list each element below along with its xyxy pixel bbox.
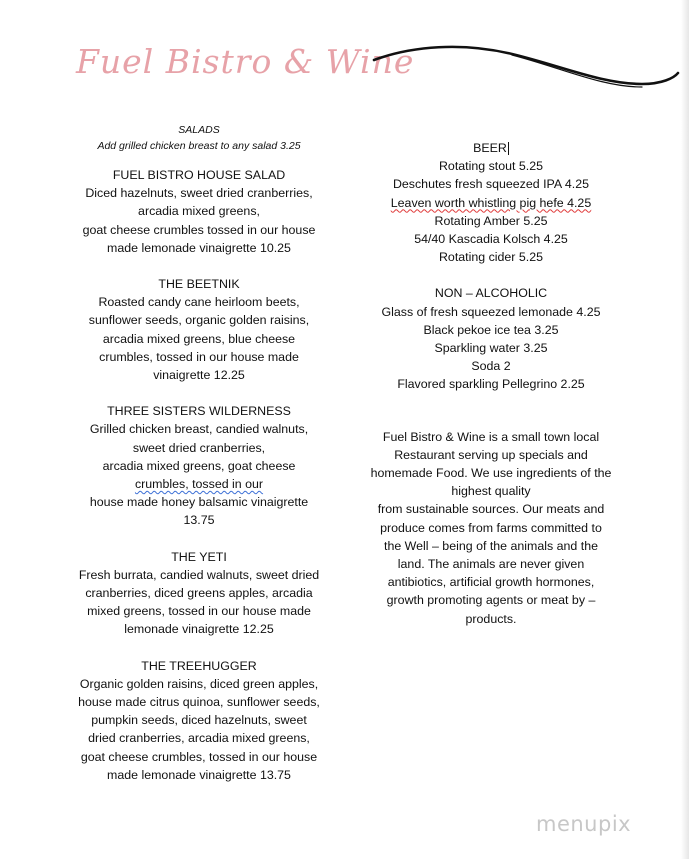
drink-item: Sparkling water 3.25 — [434, 341, 548, 356]
restaurant-title: Fuel Bistro & Wine — [76, 42, 415, 81]
salad-desc-line: crumbles, tossed in our house made — [99, 349, 299, 364]
beer-item: Rotating Amber 5.25 — [434, 213, 548, 228]
salad-desc-line: dried cranberries, arcadia mixed greens, — [88, 731, 310, 746]
salad-desc-line: vinaigrette 12.25 — [153, 368, 245, 383]
salads-column — [66, 122, 332, 802]
beer-section — [366, 139, 616, 266]
about-line: antibiotics, artificial growth hormones, — [387, 575, 595, 590]
beer-item: Rotating stout 5.25 — [438, 159, 543, 174]
salad-desc-line: house made citrus quinoa, sunflower seeds, — [78, 695, 320, 710]
text-cursor — [508, 142, 509, 155]
about-line: homemade Food. We use ingredients of the — [370, 466, 612, 481]
salad-desc-line: Roasted candy cane heirloom beets, — [98, 295, 300, 310]
about-line: land. The animals are never given — [397, 557, 585, 572]
beer-item: Rotating cider 5.25 — [438, 250, 543, 265]
drink-item: Black pekoe ice tea 3.25 — [423, 322, 559, 337]
non-alcoholic-section — [366, 284, 616, 393]
salad-item — [66, 548, 332, 639]
drinks-column — [366, 139, 616, 628]
beer-item: 54/40 Kascadia Kolsch 4.25 — [414, 232, 568, 247]
salad-desc-line: Organic golden raisins, diced green apples, — [79, 676, 319, 691]
salad-desc-line: sweet dried cranberries, — [132, 440, 266, 455]
about-line: products. — [465, 611, 517, 626]
salad-item — [66, 166, 332, 257]
non-alcoholic-heading: NON – ALCOHOLIC — [434, 286, 548, 301]
salad-name: THREE SISTERS WILDERNESS — [107, 404, 291, 419]
salad-desc-line: arcadia mixed greens, — [138, 204, 260, 219]
menupix-watermark: menupix — [536, 812, 632, 836]
salad-desc-line: cranberries, diced greens apples, arcadia — [85, 586, 313, 601]
drink-item: Soda 2 — [471, 359, 511, 374]
page-edge-shadow — [681, 0, 689, 859]
beer-item: Deschutes fresh squeezed IPA 4.25 — [392, 177, 590, 192]
salad-name: THE YETI — [171, 549, 227, 564]
salad-item — [66, 275, 332, 384]
drink-item: Flavored sparkling Pellegrino 2.25 — [397, 377, 585, 392]
salad-desc-line: arcadia mixed greens, goat cheese — [102, 458, 296, 473]
beer-item: Leaven worth whistling pig hefe 4.25 — [390, 195, 592, 210]
decorative-swoosh — [372, 40, 682, 100]
salads-note: Add grilled chicken breast to any salad 3.25 — [97, 140, 301, 152]
salad-desc-line: 13.75 — [183, 513, 215, 528]
about-line: the Well – being of the animals and the — [384, 538, 598, 553]
about-line: growth promoting agents or meat by – — [386, 593, 596, 608]
beer-heading: BEER — [473, 141, 507, 155]
drink-item: Glass of fresh squeezed lemonade 4.25 — [381, 304, 601, 319]
salad-desc-line: pumpkin seeds, diced hazelnuts, sweet — [91, 713, 307, 728]
salad-desc-line: Grilled chicken breast, candied walnuts, — [89, 422, 309, 437]
salad-desc-line: mixed greens, tossed in our house made — [87, 604, 311, 619]
salad-desc-line: made lemonade vinaigrette 13.75 — [107, 767, 291, 782]
salad-desc-line: arcadia mixed greens, blue cheese — [102, 331, 296, 346]
about-line: Fuel Bistro & Wine is a small town local — [382, 429, 600, 444]
salad-item — [66, 402, 332, 529]
about-line: produce comes from farms committed to — [380, 520, 602, 535]
salad-desc-line: crumbles, tossed in our — [134, 477, 264, 492]
salad-desc-line: made lemonade vinaigrette 10.25 — [107, 240, 291, 255]
salad-name: THE BEETNIK — [158, 277, 240, 292]
salad-desc-line: house made honey balsamic vinaigrette — [89, 495, 309, 510]
salad-desc-line: Fresh burrata, candied walnuts, sweet dried — [78, 567, 320, 582]
salads-heading: SALADS — [178, 124, 220, 136]
salad-desc-line: sunflower seeds, organic golden raisins, — [88, 313, 310, 328]
salad-desc-line: goat cheese crumbles, tossed in our house — [80, 749, 318, 764]
salad-desc-line: Diced hazelnuts, sweet dried cranberries, — [85, 186, 313, 201]
salad-item — [66, 657, 332, 784]
salad-name: FUEL BISTRO HOUSE SALAD — [112, 168, 286, 182]
beer-heading-line — [366, 139, 616, 157]
salad-desc-line: lemonade vinaigrette 12.25 — [124, 622, 274, 637]
salad-name: THE TREEHUGGER — [141, 658, 257, 673]
about-line: from sustainable sources. Our meats and — [377, 502, 605, 517]
salad-desc-line: goat cheese crumbles tossed in our house — [82, 222, 316, 237]
about-line: Restaurant serving up specials and — [394, 447, 588, 462]
about-paragraph — [366, 428, 616, 628]
about-line: highest quality — [451, 484, 531, 499]
